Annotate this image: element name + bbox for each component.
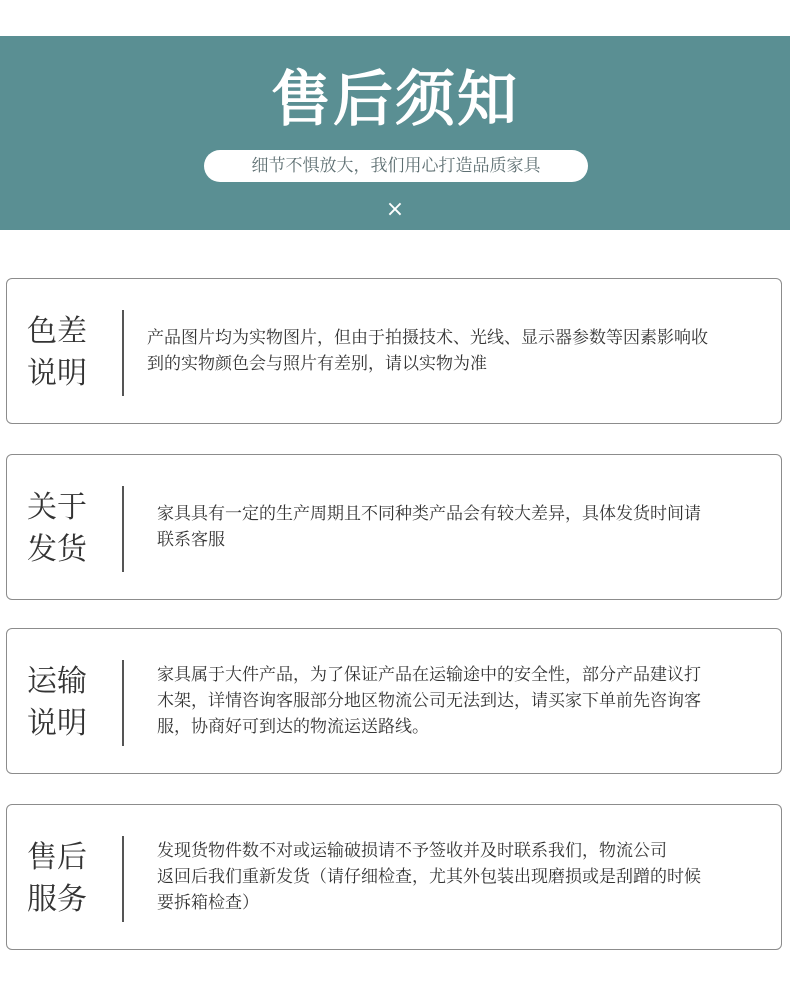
card-body <box>157 629 767 773</box>
card-divider <box>122 310 124 396</box>
close-icon: × <box>385 197 405 222</box>
card-heading <box>27 487 107 571</box>
card-divider <box>122 486 124 572</box>
card-text: 家具属于大件产品，为了保证产品在运输途中的安全性，部分产品建议打 木架，详情咨询客服部分地区物流公司无法到达，请买家下单前先咨询客 服，协商好可到达的物流运送路线。 <box>157 665 701 737</box>
card-heading-line1: 色差 <box>27 314 87 349</box>
card-shipping <box>6 454 782 600</box>
card-divider <box>122 836 124 922</box>
card-color-difference <box>6 278 782 424</box>
card-body <box>157 455 767 599</box>
card-transport <box>6 628 782 774</box>
card-divider <box>122 660 124 746</box>
card-body <box>157 805 767 949</box>
banner-subtitle: 细节不惧放大，我们用心打造品质家具 <box>204 150 588 182</box>
card-heading-line1: 关于 <box>27 490 87 525</box>
card-heading <box>27 661 107 745</box>
card-body <box>147 279 767 423</box>
card-after-sales <box>6 804 782 950</box>
card-heading-line1: 运输 <box>27 664 87 699</box>
card-heading-line1: 售后 <box>27 840 87 875</box>
card-heading-line2: 说明 <box>27 706 87 741</box>
card-heading-line2: 发货 <box>27 532 87 567</box>
card-text: 家具具有一定的生产周期且不同种类产品会有较大差异，具体发货时间请 联系客服 <box>157 504 701 550</box>
header-banner <box>0 36 790 230</box>
card-heading <box>27 311 107 395</box>
card-heading <box>27 837 107 921</box>
card-text: 发现货物件数不对或运输破损请不予签收并及时联系我们，物流公司 返回后我们重新发货（请仔细检查，尤其外包装出现磨损或是刮蹭的时候 要拆箱检查） <box>157 841 701 913</box>
banner-title: 售后须知 <box>271 65 519 135</box>
card-heading-line2: 说明 <box>27 356 87 391</box>
card-heading-line2: 服务 <box>27 882 87 917</box>
card-text: 产品图片均为实物图片，但由于拍摄技术、光线、显示器参数等因素影响收 到的实物颜色会与照片有差别，请以实物为准 <box>147 328 708 374</box>
